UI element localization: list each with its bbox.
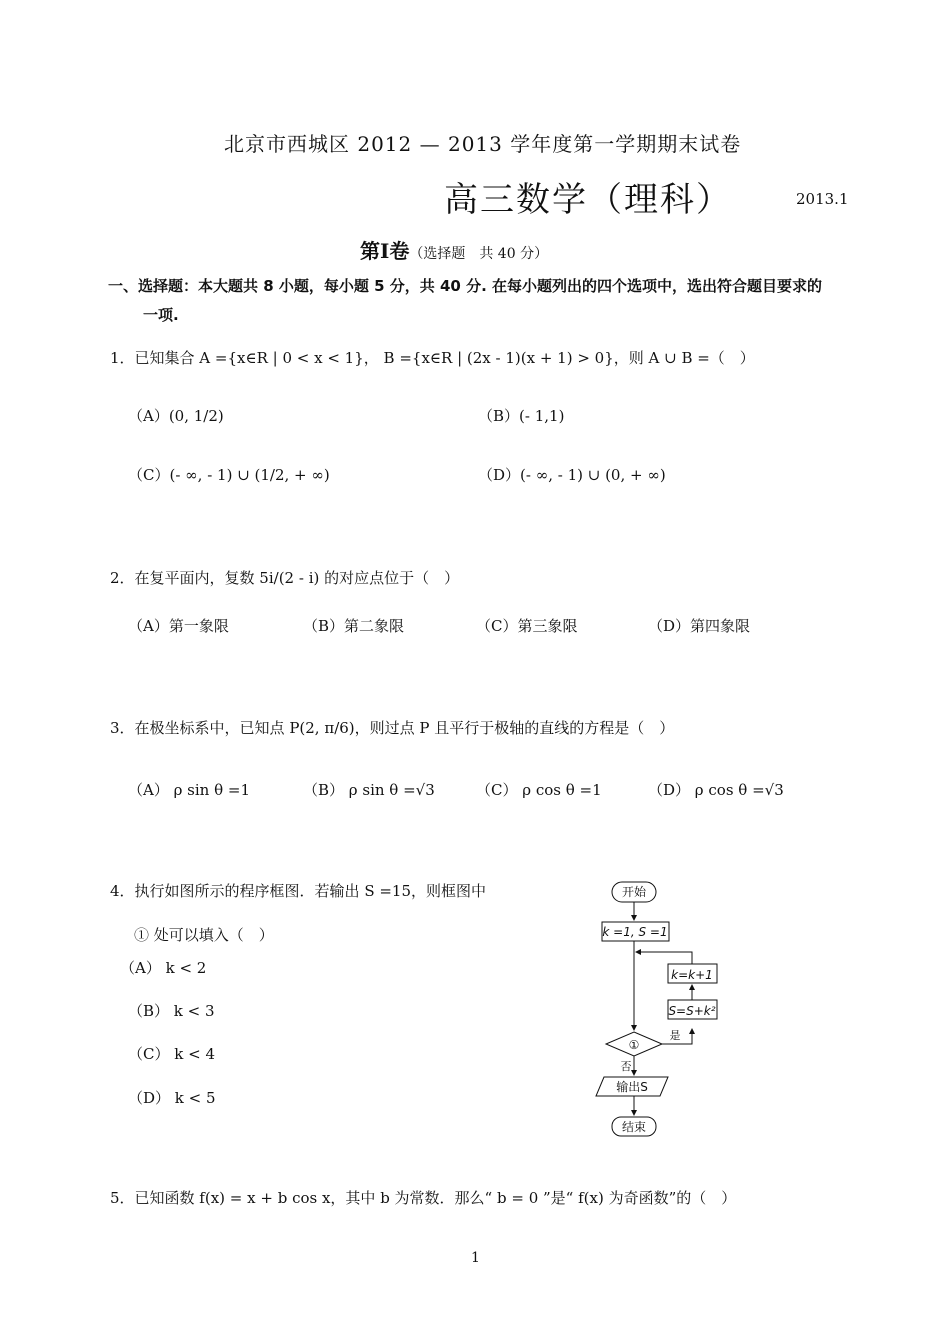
section-note: （选择题 共 40 分）: [409, 246, 549, 262]
flowchart-no-label: 否: [620, 1060, 632, 1073]
flowchart-output-label: 输出S: [616, 1080, 648, 1094]
flowchart-init-label: k =1, S =1: [602, 925, 668, 939]
instructions-line-2: 一项.: [143, 306, 179, 324]
instructions-line-1: 一、选择题：本大题共 8 小题，每小题 5 分，共 40 分. 在每小题列出的四个选项中，选出符合题目要求的: [108, 277, 823, 295]
question-2-option-a: （A）第一象限: [128, 617, 229, 635]
flowchart-update-k-label: k=k+1: [671, 968, 713, 982]
flowchart-end-label: 结束: [621, 1120, 647, 1134]
question-1-option-d: （D）(- ∞, - 1) ∪ (0, + ∞): [478, 466, 666, 484]
question-1-option-a: （A）(0, 1/2): [128, 407, 224, 425]
question-2-stem: 2．在复平面内，复数 5i/(2 - i) 的对应点位于（ ）: [110, 569, 460, 587]
question-1-option-b: （B）(- 1,1): [478, 407, 565, 425]
question-3-option-a: （A） ρ sin θ =1: [128, 781, 251, 799]
program-flowchart: [590, 872, 730, 1144]
flowchart-update-s-label: S=S+k²: [668, 1004, 716, 1018]
question-4-option-d: （D） k < 5: [128, 1089, 216, 1107]
question-5-stem: 5．已知函数 f(x) = x + b cos x，其中 b 为常数．那么“ b = 0 ”是“ f(x) 为奇函数”的（ ）: [110, 1189, 737, 1207]
exam-date: 2013.1: [796, 190, 849, 208]
section-heading: [360, 235, 548, 264]
question-3-option-c: （C） ρ cos θ =1: [476, 781, 602, 799]
question-4-option-a: （A） k < 2: [120, 959, 207, 977]
question-3-option-d: （D） ρ cos θ =√3: [648, 781, 784, 799]
question-4-stem-line-2: ① 处可以填入（ ）: [134, 926, 274, 944]
question-4-option-c: （C） k < 4: [128, 1045, 215, 1063]
question-1-stem: 1．已知集合 A ={x∈R | 0 < x < 1}， B ={x∈R | (2x - 1)(x + 1) > 0}，则 A ∪ B =（ ）: [110, 349, 755, 367]
exam-subtitle: 北京市西城区 2012 — 2013 学年度第一学期期末试卷: [224, 132, 742, 156]
flowchart-yes-label: 是: [669, 1029, 681, 1042]
exam-title: 高三数学（理科）: [444, 180, 732, 220]
question-3-stem: 3．在极坐标系中，已知点 P(2, π/6)，则过点 P 且平行于极轴的直线的方程是（ ）: [110, 719, 675, 737]
question-2-option-c: （C）第三象限: [476, 617, 578, 635]
question-1-option-c: （C）(- ∞, - 1) ∪ (1/2, + ∞): [128, 466, 330, 484]
section-label: 第Ⅰ卷: [360, 239, 410, 263]
question-4-stem-line-1: 4．执行如图所示的程序框图．若输出 S =15，则框图中: [110, 882, 487, 900]
flowchart-start-label: 开始: [621, 885, 647, 899]
flowchart-decision-label: ①: [628, 1038, 640, 1052]
question-3-option-b: （B） ρ sin θ =√3: [303, 781, 435, 799]
question-2-option-b: （B）第二象限: [303, 617, 405, 635]
question-4-option-b: （B） k < 3: [128, 1002, 215, 1020]
question-2-option-d: （D）第四象限: [648, 617, 751, 635]
page-number: 1: [471, 1250, 480, 1266]
